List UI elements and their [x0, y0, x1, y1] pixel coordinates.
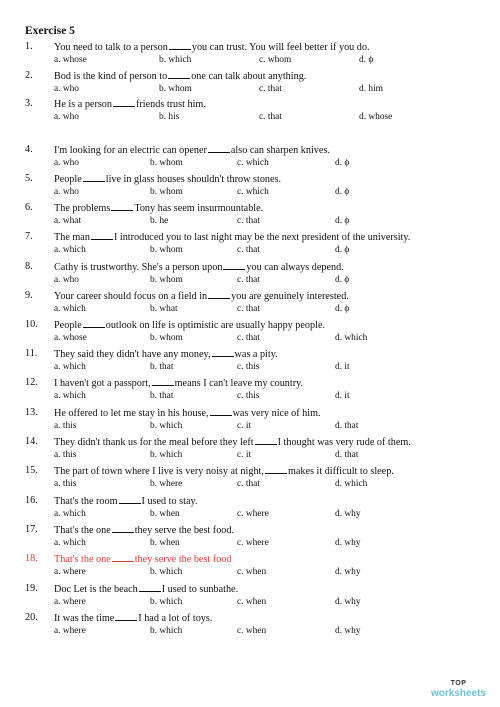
answer-options [54, 361, 484, 374]
question-stem [54, 376, 303, 390]
option-c[interactable]: c. where [237, 509, 269, 519]
question-stem [54, 172, 281, 186]
stem-before-blank: I'm looking for an electric can opener [54, 145, 207, 156]
option-c[interactable]: c. which [237, 187, 269, 197]
answer-options [54, 449, 484, 462]
question-number: 8. [25, 261, 33, 272]
stem-before-blank: Bod is the kind of person to [54, 71, 168, 82]
option-b[interactable]: b. his [159, 112, 180, 122]
option-d[interactable]: d. ϕ [335, 275, 350, 285]
stem-before-blank: The part of town where I live is very noisy at night, [54, 466, 264, 477]
option-c[interactable]: c. that [237, 479, 260, 489]
option-d[interactable]: d. that [335, 450, 359, 460]
option-a[interactable]: a. who [54, 158, 79, 168]
answer-options [54, 508, 484, 521]
answer-blank[interactable] [255, 435, 277, 445]
stem-before-blank: That's the room [54, 496, 118, 507]
question-number: 11. [25, 348, 38, 359]
question-stem [54, 406, 321, 420]
question-number: 15. [25, 465, 38, 476]
option-d[interactable]: d. ϕ [335, 304, 350, 314]
stem-after-blank: you can always depend. [246, 262, 344, 273]
answer-blank[interactable] [212, 347, 234, 357]
option-a[interactable]: a. whose [54, 55, 87, 65]
option-c[interactable]: c. which [237, 158, 269, 168]
stem-before-blank: He offered to let me stay in his house, [54, 408, 209, 419]
option-c[interactable]: c. when [237, 626, 267, 636]
stem-after-blank: means I can't leave my country. [174, 378, 304, 389]
option-c[interactable]: c. that [259, 112, 282, 122]
answer-options [54, 244, 484, 257]
question-number: 3. [25, 98, 33, 109]
stem-after-blank: friends trust him. [136, 99, 206, 110]
option-c[interactable]: c. that [237, 304, 260, 314]
option-d[interactable]: d. why [335, 538, 361, 548]
option-a[interactable]: a. which [54, 362, 86, 372]
answer-options [54, 274, 484, 287]
option-b[interactable]: b. whom [150, 275, 183, 285]
question-number: 1. [25, 41, 33, 52]
option-d[interactable]: d. ϕ [359, 55, 374, 65]
option-b[interactable]: b. which [150, 597, 183, 607]
question-stem [54, 552, 231, 566]
option-c[interactable]: c. that [237, 216, 260, 226]
option-d[interactable]: d. ϕ [335, 216, 350, 226]
option-b[interactable]: b. which [150, 450, 183, 460]
stem-before-blank: He is a person [54, 99, 112, 110]
answer-options [54, 566, 484, 579]
question-number: 5. [25, 173, 33, 184]
stem-before-blank: They didn't thank us for the meal before they left [54, 437, 254, 448]
option-a[interactable]: a. this [54, 421, 77, 431]
answer-options [54, 625, 484, 638]
option-d[interactable]: d. ϕ [335, 245, 350, 255]
option-b[interactable]: b. which [150, 626, 183, 636]
stem-before-blank: That's the one [54, 554, 111, 565]
stem-after-blank: I thought was very rude of them. [277, 437, 411, 448]
topworksheets-logo [431, 679, 486, 699]
option-c[interactable]: c. that [237, 275, 260, 285]
question-number: 12. [25, 377, 38, 388]
option-c[interactable]: c. that [237, 245, 260, 255]
option-b[interactable]: b. which [150, 567, 183, 577]
option-a[interactable]: a. where [54, 626, 86, 636]
answer-blank[interactable] [265, 464, 287, 474]
option-a[interactable]: a. who [54, 275, 79, 285]
answer-blank[interactable] [115, 611, 137, 621]
option-c[interactable]: c. it [237, 421, 252, 431]
option-b[interactable]: b. which [150, 421, 183, 431]
answer-options [54, 83, 484, 96]
question-number: 6. [25, 202, 33, 213]
option-a[interactable]: a. this [54, 450, 77, 460]
stem-before-blank: It was the time [54, 613, 115, 624]
question-number: 16. [25, 495, 38, 506]
answer-blank[interactable] [208, 289, 230, 299]
option-a[interactable]: a. whose [54, 333, 87, 343]
option-d[interactable]: d. him [359, 84, 383, 94]
question-stem [54, 97, 206, 111]
option-d[interactable]: d. why [335, 509, 361, 519]
option-b[interactable]: b. whom [150, 187, 183, 197]
question-number: 10. [25, 319, 38, 330]
question-number: 7. [25, 231, 33, 242]
answer-blank[interactable] [112, 552, 134, 562]
question-number: 9. [25, 290, 33, 301]
stem-after-blank: I used to sunbathe. [161, 584, 239, 595]
option-c[interactable]: c. where [237, 538, 269, 548]
answer-options [54, 332, 484, 345]
answer-blank[interactable] [111, 201, 133, 211]
stem-before-blank: Cathy is trustworthy. She's a person upon [54, 262, 223, 273]
stem-after-blank: you can trust. You will feel better if you do. [191, 42, 370, 53]
option-c[interactable]: c. it [237, 450, 252, 460]
answer-blank[interactable] [91, 230, 113, 240]
answer-options [54, 186, 484, 199]
option-c[interactable]: c. when [237, 597, 267, 607]
answer-options [54, 420, 484, 433]
option-a[interactable]: a. which [54, 509, 86, 519]
option-c[interactable]: c. whom [259, 55, 292, 65]
stem-before-blank: People [54, 320, 82, 331]
answer-blank[interactable] [83, 172, 105, 182]
answer-blank[interactable] [152, 376, 174, 386]
stem-before-blank: The man [54, 232, 90, 243]
question-stem [54, 435, 411, 449]
option-a[interactable]: a. which [54, 245, 86, 255]
answer-options [54, 54, 484, 67]
option-d[interactable]: d. ϕ [335, 187, 350, 197]
option-c[interactable]: c. that [237, 333, 260, 343]
question-stem [54, 464, 394, 478]
option-d[interactable]: d. why [335, 567, 361, 577]
answer-blank[interactable] [113, 97, 135, 107]
option-b[interactable]: b. whom [159, 84, 192, 94]
option-a[interactable]: a. what [54, 216, 82, 226]
stem-before-blank: I haven't got a passport, [54, 378, 151, 389]
option-a[interactable]: a. which [54, 391, 86, 401]
option-b[interactable]: b. when [150, 538, 180, 548]
stem-before-blank: People [54, 174, 82, 185]
option-c[interactable]: c. that [259, 84, 282, 94]
answer-options [54, 390, 484, 403]
option-a[interactable]: a. where [54, 567, 86, 577]
stem-after-blank: I introduced you to last night may be the next president of the university. [113, 232, 411, 243]
answer-options [54, 215, 484, 228]
stem-before-blank: The problems [54, 203, 111, 214]
question-number: 19. [25, 583, 38, 594]
question-number: 14. [25, 436, 38, 447]
question-stem [54, 289, 349, 303]
option-b[interactable]: b. that [150, 362, 174, 372]
question-stem [54, 201, 263, 215]
question-stem [54, 260, 344, 274]
answer-options [54, 537, 484, 550]
stem-after-blank: makes it difficult to sleep. [287, 466, 394, 477]
question-stem [54, 347, 278, 361]
option-b[interactable]: b. where [150, 479, 183, 489]
stem-after-blank: I used to stay. [141, 496, 198, 507]
option-d[interactable]: d. it [335, 391, 350, 401]
stem-after-blank: also can sharpen knives. [230, 145, 330, 156]
stem-before-blank: You need to talk to a person [54, 42, 168, 53]
answer-blank[interactable] [83, 318, 105, 328]
answer-blank[interactable] [169, 40, 191, 50]
answer-blank[interactable] [119, 494, 141, 504]
question-number: 2. [25, 70, 33, 81]
question-stem [54, 69, 306, 83]
option-a[interactable]: a. where [54, 597, 86, 607]
option-b[interactable]: b. whom [150, 333, 183, 343]
option-a[interactable]: a. which [54, 538, 86, 548]
option-b[interactable]: b. which [159, 55, 192, 65]
question-number: 20. [25, 612, 38, 623]
question-stem [54, 582, 238, 596]
stem-after-blank: they serve the best food. [134, 525, 235, 536]
stem-after-blank: they serve the best food [134, 554, 232, 565]
option-d[interactable]: d. why [335, 597, 361, 607]
question-stem [54, 494, 197, 508]
option-d[interactable]: d. why [335, 626, 361, 636]
option-d[interactable]: d. which [335, 333, 368, 343]
stem-after-blank: outlook on life is optimistic are usually happy people. [105, 320, 326, 331]
answer-blank[interactable] [208, 143, 230, 153]
logo-bottom-text: worksheets [430, 688, 486, 699]
option-d[interactable]: d. ϕ [335, 158, 350, 168]
option-c[interactable]: c. when [237, 567, 267, 577]
question-stem [54, 143, 330, 157]
option-b[interactable]: b. he [150, 216, 169, 226]
option-c[interactable]: c. this [237, 362, 260, 372]
answer-blank[interactable] [168, 69, 190, 79]
answer-options [54, 157, 484, 170]
stem-after-blank: was very nice of him. [232, 408, 321, 419]
option-a[interactable]: a. who [54, 84, 79, 94]
answer-options [54, 111, 484, 124]
stem-after-blank: was a pity. [234, 349, 278, 360]
answer-options [54, 478, 484, 491]
answer-blank[interactable] [112, 523, 134, 533]
question-number: 18. [25, 553, 38, 564]
answer-blank[interactable] [139, 582, 161, 592]
option-b[interactable]: b. that [150, 391, 174, 401]
option-c[interactable]: c. this [237, 391, 260, 401]
question-number: 4. [25, 144, 33, 155]
option-a[interactable]: a. which [54, 304, 86, 314]
option-a[interactable]: a. this [54, 479, 77, 489]
answer-options [54, 303, 484, 316]
option-d[interactable]: d. whose [359, 112, 393, 122]
option-d[interactable]: d. which [335, 479, 368, 489]
option-b[interactable]: b. when [150, 509, 180, 519]
stem-before-blank: That's the one [54, 525, 111, 536]
stem-before-blank: They said they didn't have any money, [54, 349, 211, 360]
question-stem [54, 230, 410, 244]
stem-after-blank: live in glass houses shouldn't throw stones. [105, 174, 282, 185]
stem-after-blank: one can talk about anything. [191, 71, 307, 82]
stem-before-blank: Doc Let is the beach [54, 584, 138, 595]
answer-blank[interactable] [210, 406, 232, 416]
question-number: 17. [25, 524, 38, 535]
question-stem [54, 318, 325, 332]
stem-after-blank: you are genuinely interested. [231, 291, 349, 302]
stem-after-blank: Tony has seem insurmountable. [134, 203, 264, 214]
option-d[interactable]: d. it [335, 362, 350, 372]
option-a[interactable]: a. who [54, 187, 79, 197]
option-b[interactable]: b. whom [150, 245, 183, 255]
question-stem [54, 611, 212, 625]
option-a[interactable]: a. who [54, 112, 79, 122]
logo-top-text: TOP [450, 680, 467, 687]
question-stem [54, 523, 234, 537]
stem-before-blank: Your career should focus on a field in [54, 291, 208, 302]
answer-options [54, 596, 484, 609]
stem-after-blank: I had a lot of toys. [138, 613, 213, 624]
option-b[interactable]: b. whom [150, 158, 183, 168]
option-b[interactable]: b. what [150, 304, 178, 314]
question-stem [54, 40, 370, 54]
option-d[interactable]: d. that [335, 421, 359, 431]
question-number: 13. [25, 407, 38, 418]
answer-blank[interactable] [223, 260, 245, 270]
exercise-title: Exercise 5 [25, 25, 75, 37]
